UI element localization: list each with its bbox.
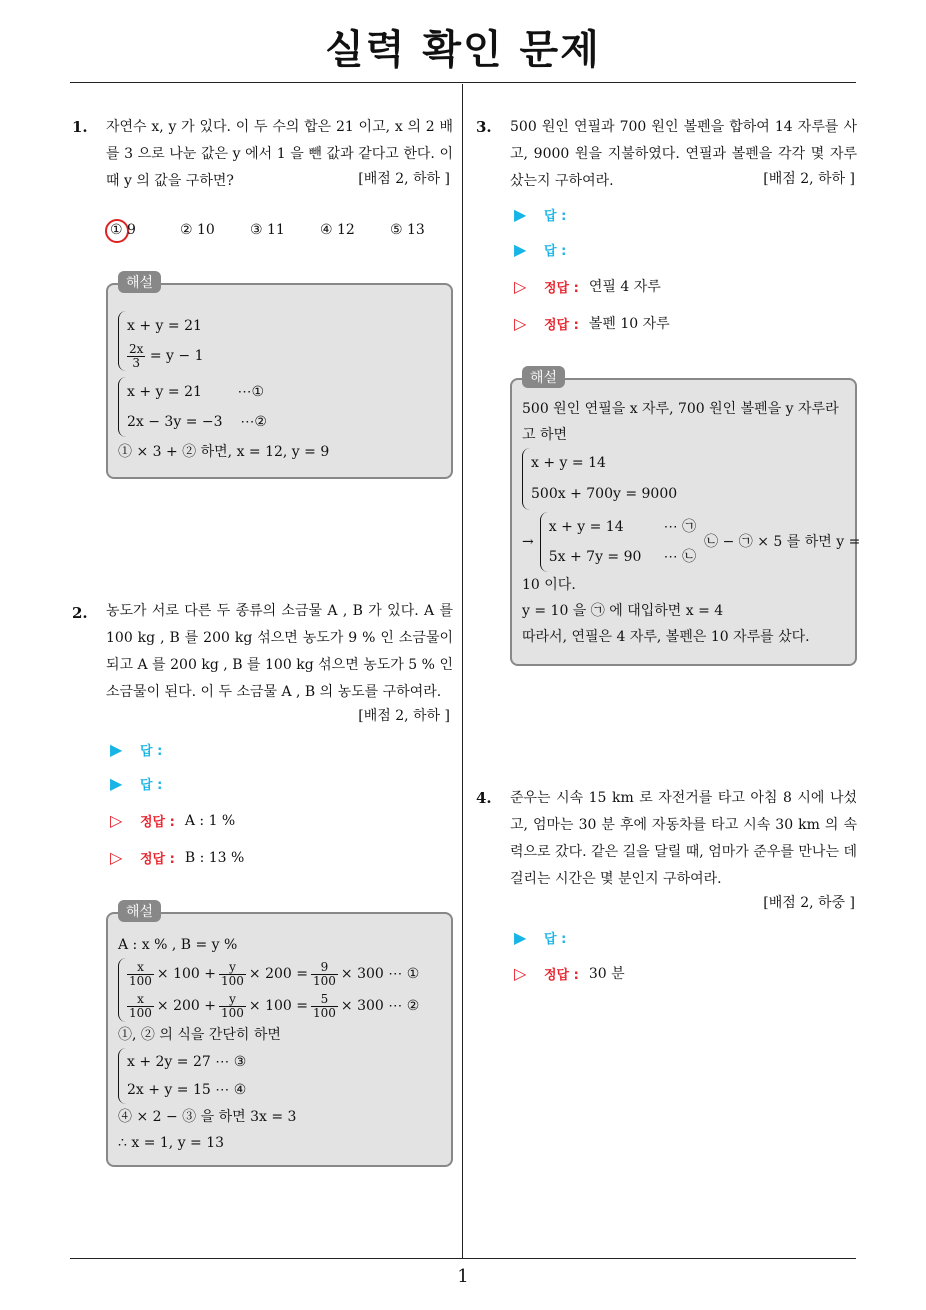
problem-1-text: 자연수 x, y 가 있다. 이 두 수의 합은 21 이고, x 의 2 배를 3 으로 나눈 값은 y 에서 1 을 뺀 값과 같다고 한다. 이 때 y 의 값을 구하면? — [106, 119, 453, 189]
correct-label: 정답 : — [544, 280, 579, 296]
problem-1-meta: [배점 2, 하하 ] — [358, 171, 450, 187]
system-1 — [118, 311, 448, 371]
correct-row-4 — [514, 963, 625, 983]
correct-value: 볼펜 10 자루 — [588, 316, 670, 332]
problem-3-meta: [배점 2, 하하 ] — [763, 171, 855, 187]
solution-box-1 — [106, 283, 453, 479]
correct-row-2a — [110, 811, 235, 830]
outline-triangle-icon: ▷ — [514, 963, 527, 983]
system-4 — [118, 1048, 453, 1104]
sol-3-line7: 10 이다. — [522, 577, 576, 593]
play-icon: ▶ — [514, 240, 527, 259]
outline-triangle-icon: ▷ — [514, 313, 527, 333]
solution-tag-1: 해설 — [118, 271, 161, 293]
sol-1-line5: ① × 3 + ② 하면, x = 12, y = 9 — [118, 444, 330, 460]
sol-3-line5: 5x + 7y = 90 ⋯ ㉡ — [548, 549, 697, 565]
title-rule — [70, 82, 856, 83]
system-3 — [118, 958, 453, 1022]
sol-1-line4: 2x − 3y = −3 ⋯② — [127, 414, 267, 430]
correct-value: A : 1 % — [184, 812, 236, 829]
problem-4-text: 준우는 시속 15 km 로 자전거를 타고 아침 8 시에 나섰고, 엄마는 30 분 후에 자동차를 타고 시속 30 km 의 속력으로 갔다. 같은 길을 달릴 때, 엄마가 준우를 만나는 데 걸리는 시간은 몇 분인지 구하여라. — [510, 790, 857, 887]
page-number: 1 — [457, 1266, 469, 1287]
system-2 — [118, 377, 448, 437]
correct-label: 정답 : — [544, 317, 579, 333]
answer-label: 답 : — [544, 209, 567, 224]
sol-1-line2: $\frac{2x}{3}$ = y − 1 — [129, 341, 204, 370]
sol-2-line5: 2x + y = 15 ⋯ ④ — [127, 1082, 247, 1098]
sol-3-line9: 따라서, 연필은 4 자루, 볼펜은 10 자루를 샀다. — [522, 629, 810, 645]
answer-row-2a[interactable] — [110, 740, 172, 759]
outline-triangle-icon: ▷ — [514, 276, 527, 296]
sol-2-line6: ④ × 2 − ③ 을 하면 3x = 3 — [118, 1109, 297, 1125]
correct-value: 30 분 — [588, 966, 625, 982]
answer-label: 답 : — [544, 244, 567, 259]
choice-5[interactable]: ⑤ 13 — [390, 222, 425, 238]
play-icon: ▶ — [514, 928, 527, 947]
sol-2-eq2: $\frac{x}{100}$ × 200 + $\frac{y}{100}$ × 100 = $\frac{5}{100}$ × 300 ⋯ ② — [129, 991, 420, 1020]
sol-2-eq1: $\frac{x}{100}$ × 100 + $\frac{y}{100}$ × 200 = $\frac{9}{100}$ × 300 ⋯ ① — [129, 959, 420, 988]
outline-triangle-icon: ▷ — [110, 848, 123, 867]
solution-box-3 — [510, 378, 861, 666]
correct-label: 정답 : — [140, 852, 175, 867]
correct-row-2b — [110, 848, 244, 867]
correct-value: 연필 4 자루 — [588, 279, 661, 295]
problem-2-meta: [배점 2, 하하 ] — [358, 708, 450, 724]
play-icon: ▶ — [110, 740, 123, 759]
answer-row-2b[interactable] — [110, 774, 172, 793]
answer-row-3a[interactable] — [514, 205, 576, 224]
answer-row-4[interactable] — [514, 928, 576, 947]
answer-label: 답 : — [544, 932, 567, 947]
sol-1-line1: x + y = 21 — [127, 318, 202, 334]
correct-value: B : 13 % — [184, 849, 245, 866]
system-5 — [522, 448, 847, 510]
sol-1-line3: x + y = 21 ⋯① — [127, 384, 265, 400]
correct-label: 정답 : — [140, 815, 175, 830]
sol-2-line3: ①, ② 의 식을 간단히 하면 — [118, 1027, 281, 1043]
problem-1-number: 1. — [72, 118, 88, 136]
choice-3[interactable]: ③ 11 — [250, 222, 285, 238]
solution-tag-3: 해설 — [522, 366, 565, 388]
solution-tag-2: 해설 — [118, 900, 161, 922]
sol-3-line1: 500 원인 연필을 x 자루, 700 원인 볼펜을 y 자루라고 하면 — [522, 401, 839, 443]
answer-label: 답 : — [140, 778, 163, 793]
correct-row-3a — [514, 276, 661, 296]
sol-2-line4: x + 2y = 27 ⋯ ③ — [127, 1054, 247, 1070]
problem-2-number: 2. — [72, 604, 88, 622]
column-divider — [462, 84, 463, 1258]
answer-row-3b[interactable] — [514, 240, 576, 259]
sol-3-line8: y = 10 을 ㉠ 에 대입하면 x = 4 — [522, 603, 724, 619]
answer-label: 답 : — [140, 744, 163, 759]
sol-2-line7: ∴ x = 1, y = 13 — [118, 1135, 225, 1151]
play-icon: ▶ — [110, 774, 123, 793]
correct-label: 정답 : — [544, 967, 579, 983]
correct-row-3b — [514, 313, 670, 333]
problem-3-number: 3. — [476, 118, 492, 136]
sol-3-line3: 500x + 700y = 9000 — [531, 486, 678, 502]
solution-box-2 — [106, 912, 453, 1167]
problem-4-meta: [배점 2, 하중 ] — [763, 895, 855, 911]
problem-2-text: 농도가 서로 다른 두 종류의 소금물 A , B 가 있다. A 를 100 kg , B 를 200 kg 섞으면 농도가 9 % 인 소금물이 되고 A 를 200 kg , B 를 100 kg 섞으면 농도가 5 % 인 소금물이 된다. 이 두 소금물 A , B 의 농도를 구하여라. — [106, 603, 453, 700]
page-title: 실력 확인 문제 — [325, 27, 601, 73]
outline-triangle-icon: ▷ — [110, 811, 123, 830]
footer-rule — [70, 1258, 856, 1259]
problem-4-number: 4. — [476, 789, 492, 807]
choice-4[interactable]: ④ 12 — [320, 222, 355, 238]
choice-2[interactable]: ② 10 — [180, 222, 215, 238]
play-icon: ▶ — [514, 205, 527, 224]
sol-3-line4: x + y = 14 ⋯ ㉠ — [548, 519, 697, 535]
problem-3-text: 500 원인 연필과 700 원인 볼펜을 합하여 14 자루를 사고, 9000 원을 지불하였다. 연필과 볼펜을 각각 몇 자루 샀는지 구하여라. — [510, 119, 857, 189]
sol-2-line0: A : x % , B = y % — [118, 937, 238, 953]
sol-3-line6: ㉡ − ㉠ × 5 를 하면 y = — [704, 534, 861, 550]
sol-3-arrow-row: → x + y = 14 ⋯ ㉠ 5x + 7y = 90 ⋯ ㉡ ㉡ − ㉠ × 5 를 하면 y = — [522, 512, 847, 572]
sol-3-line2: x + y = 14 — [531, 455, 606, 471]
choice-1[interactable]: ① 9 — [110, 222, 136, 238]
